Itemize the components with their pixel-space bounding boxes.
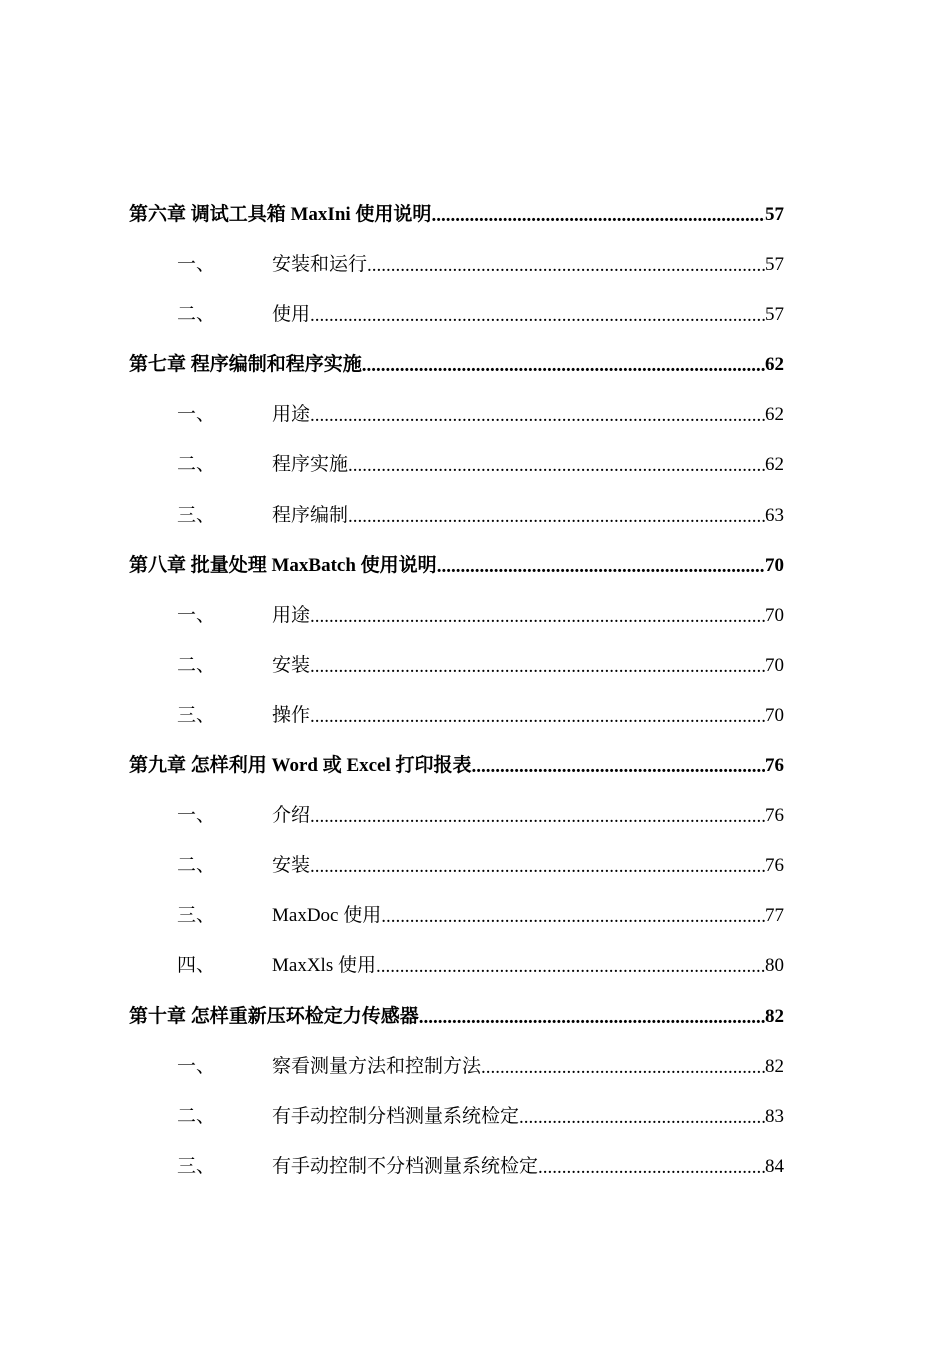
toc-page-number: 57 <box>765 254 784 276</box>
toc-section-entry[interactable] <box>129 691 784 741</box>
toc-section-entry[interactable] <box>129 941 784 991</box>
toc-page-number: 63 <box>765 504 784 526</box>
toc-section-number: 三、 <box>177 504 216 526</box>
toc-section-number: 三、 <box>177 704 216 726</box>
toc-entry-title: 用途 <box>272 604 311 626</box>
toc-section-number: 二、 <box>177 454 216 476</box>
toc-page-number: 70 <box>765 554 784 576</box>
toc-entry-title: 察看测量方法和控制方法 <box>272 1055 482 1077</box>
toc-chapter-entry[interactable] <box>129 541 784 591</box>
toc-section-entry[interactable] <box>129 1042 784 1092</box>
toc-entry-title: 安装 <box>272 654 311 676</box>
toc-entry-title: MaxDoc 使用 <box>272 905 382 927</box>
toc-section-number: 一、 <box>177 604 216 626</box>
toc-entry-title: 第七章 程序编制和程序实施 <box>129 354 362 376</box>
dot-leader <box>310 706 765 729</box>
dot-leader <box>431 205 765 228</box>
toc-section-entry[interactable] <box>129 1092 784 1142</box>
toc-page-number: 77 <box>765 905 784 927</box>
dot-leader <box>310 856 765 879</box>
dot-leader <box>348 455 765 478</box>
dot-leader <box>519 1107 765 1130</box>
toc-page-number: 80 <box>765 955 784 977</box>
toc-chapter-entry[interactable] <box>129 741 784 791</box>
toc-entry-title: 程序实施 <box>272 454 349 476</box>
toc-chapter-entry[interactable] <box>129 340 784 390</box>
toc-section-number: 二、 <box>177 1105 216 1127</box>
toc-page-number: 76 <box>765 805 784 827</box>
toc-section-entry[interactable] <box>129 290 784 340</box>
toc-section-entry[interactable] <box>129 841 784 891</box>
toc-entry-title: 操作 <box>272 704 311 726</box>
toc-page-number: 82 <box>765 1055 784 1077</box>
dot-leader <box>538 1157 765 1180</box>
toc-section-entry[interactable] <box>129 240 784 290</box>
toc-entry-title: 第九章 怎样利用 Word 或 Excel 打印报表 <box>129 755 472 777</box>
toc-section-entry[interactable] <box>129 390 784 440</box>
toc-page-number: 83 <box>765 1105 784 1127</box>
toc-section-entry[interactable] <box>129 440 784 490</box>
toc-page-number: 57 <box>765 304 784 326</box>
dot-leader <box>437 556 765 579</box>
toc-page-number: 70 <box>765 704 784 726</box>
toc-entry-title: MaxXls 使用 <box>272 955 376 977</box>
dot-leader <box>376 956 765 979</box>
toc-section-number: 一、 <box>177 404 216 426</box>
dot-leader <box>481 1057 765 1080</box>
toc-entry-title: 第六章 调试工具箱 MaxIni 使用说明 <box>129 204 432 225</box>
dot-leader <box>310 405 765 428</box>
toc-entry-title: 有手动控制不分档测量系统检定 <box>272 1155 539 1177</box>
dot-leader <box>381 906 765 929</box>
toc-section-number: 一、 <box>177 254 216 276</box>
toc-section-number: 一、 <box>177 805 216 827</box>
toc-page-number: 76 <box>765 755 784 777</box>
dot-leader <box>310 606 765 629</box>
toc-page-number: 70 <box>765 604 784 626</box>
dot-leader <box>310 656 765 679</box>
toc-section-number: 二、 <box>177 855 216 877</box>
dot-leader <box>367 255 765 278</box>
toc-section-number: 三、 <box>177 1155 216 1177</box>
toc-entry-title: 介绍 <box>272 805 311 827</box>
toc-section-entry[interactable] <box>129 591 784 641</box>
toc-section-entry[interactable] <box>129 641 784 691</box>
toc-section-number: 三、 <box>177 905 216 927</box>
toc-entry-title: 使用 <box>272 304 311 326</box>
toc-page-number: 76 <box>765 855 784 877</box>
toc-entry-title: 用途 <box>272 404 311 426</box>
toc-entry-title: 安装和运行 <box>272 254 368 276</box>
table-of-contents <box>129 190 784 1192</box>
toc-section-number: 二、 <box>177 654 216 676</box>
toc-entry-title: 第八章 批量处理 MaxBatch 使用说明 <box>129 554 437 576</box>
toc-page-number: 62 <box>765 454 784 476</box>
toc-page-number: 82 <box>765 1005 784 1027</box>
dot-leader <box>310 806 765 829</box>
toc-section-number: 一、 <box>177 1055 216 1077</box>
dot-leader <box>348 506 765 529</box>
toc-entry-title: 第十章 怎样重新压环检定力传感器 <box>129 1005 419 1027</box>
toc-page-number: 84 <box>765 1155 784 1177</box>
toc-page-number: 57 <box>765 204 784 225</box>
toc-section-entry[interactable] <box>129 791 784 841</box>
toc-entry-title: 有手动控制分档测量系统检定 <box>272 1105 520 1127</box>
dot-leader <box>419 1007 765 1030</box>
toc-page-number: 70 <box>765 654 784 676</box>
toc-section-number: 四、 <box>177 955 216 977</box>
dot-leader <box>472 756 765 779</box>
toc-page-number: 62 <box>765 354 784 376</box>
dot-leader <box>310 305 765 328</box>
toc-section-entry[interactable] <box>129 891 784 941</box>
toc-entry-title: 程序编制 <box>272 504 349 526</box>
toc-section-entry[interactable] <box>129 1142 784 1192</box>
toc-chapter-entry[interactable] <box>129 190 784 240</box>
toc-section-entry[interactable] <box>129 491 784 541</box>
toc-page-number: 62 <box>765 404 784 426</box>
dot-leader <box>362 355 765 378</box>
toc-entry-title: 安装 <box>272 855 311 877</box>
toc-section-number: 二、 <box>177 304 216 326</box>
toc-chapter-entry[interactable] <box>129 992 784 1042</box>
